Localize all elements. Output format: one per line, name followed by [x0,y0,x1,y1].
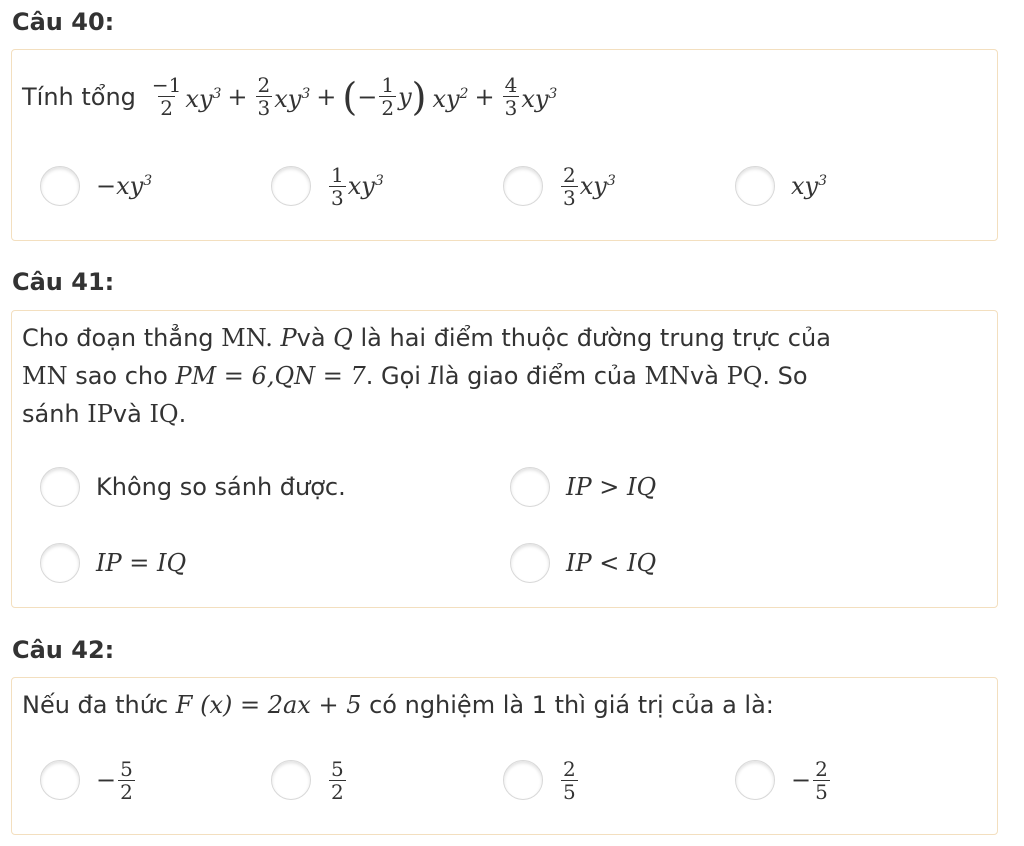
question-42-title: Câu 42: [12,636,115,664]
question-41-box [11,310,998,608]
q40-option-b[interactable]: $\frac{1}{3}$ $xy^3$ [271,162,384,210]
radio-button[interactable] [271,760,311,800]
radio-button[interactable] [735,166,775,206]
q40-option-a[interactable]: − $xy^3$ [40,162,152,210]
question-40-box [11,49,998,241]
q40-option-d[interactable]: $xy^3$ [735,162,827,210]
question-40-prompt: Tính tổng $\frac{-1}{2}$ $xy^3$ + $\frac{2}{3}$ $xy^3$ + ( − $\frac{1}{2}$ y ) $xy^2$ + $\frac{4}{3}$ $xy^3$ [22,73,558,120]
radio-button[interactable] [510,467,550,507]
question-42-prompt: Nếu đa thức F (x) = 2ax + 5 có nghiệm là 1 thì giá trị của a là: [22,691,774,719]
radio-button[interactable] [40,467,80,507]
q41-option-a[interactable]: Không so sánh được. [40,463,346,511]
question-41-title: Câu 41: [12,268,115,296]
q41-option-d[interactable]: IP < IQ [510,539,656,587]
question-42-box [11,677,998,835]
q42-option-d[interactable]: − $\frac{2}{5}$ [735,756,832,804]
radio-button[interactable] [510,543,550,583]
question-41-prompt: Cho đoạn thẳng MN. Pvà Q là hai điểm thuộc đường trung trực của MN sao cho PM = 6,QN = 7. Gọi Ilà giao điểm của MNvà PQ. So sánh IPvà IQ. [22,324,831,428]
q40-option-c[interactable]: $\frac{2}{3}$ $xy^3$ [503,162,616,210]
radio-button[interactable] [503,760,543,800]
radio-button[interactable] [40,760,80,800]
radio-button[interactable] [40,166,80,206]
q41-option-c[interactable]: IP = IQ [40,539,186,587]
radio-button[interactable] [271,166,311,206]
q40-expression: $\frac{-1}{2}$ $xy^3$ + $\frac{2}{3}$ $xy^3$ + ( − $\frac{1}{2}$ y ) $xy^2$ + $\frac{4}{3}$ $xy^3$ [151,73,558,120]
q42-option-a[interactable]: − $\frac{5}{2}$ [40,756,137,804]
q41-option-b[interactable]: IP > IQ [510,463,656,511]
question-40-title: Câu 40: [12,8,115,36]
q42-option-c[interactable]: $\frac{2}{5}$ [503,756,580,804]
radio-button[interactable] [503,166,543,206]
q42-option-b[interactable]: $\frac{5}{2}$ [271,756,348,804]
radio-button[interactable] [40,543,80,583]
radio-button[interactable] [735,760,775,800]
